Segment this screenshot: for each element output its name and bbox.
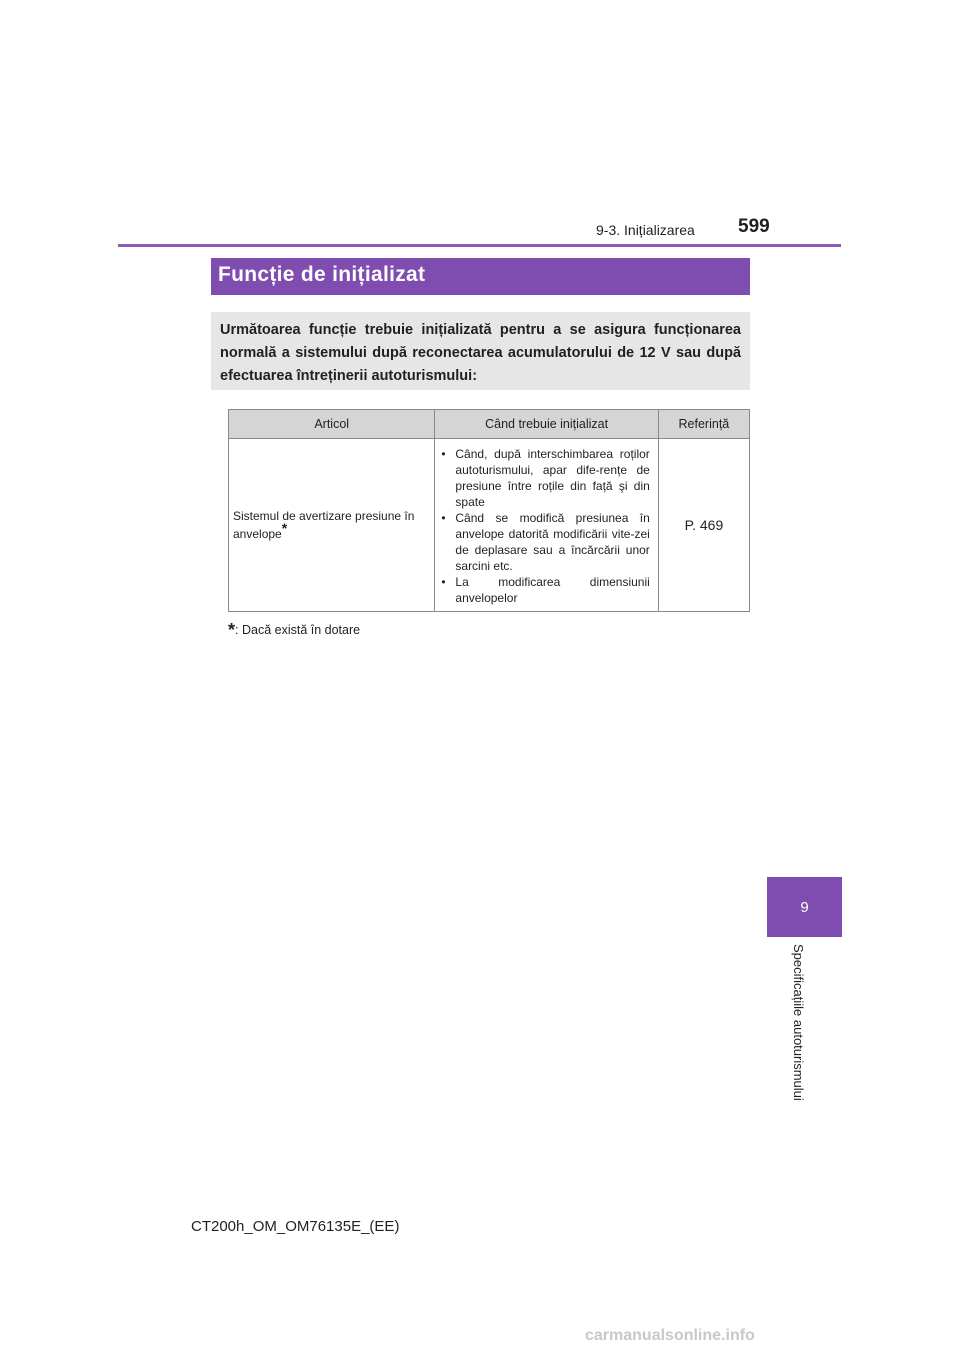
watermark: carmanualsonline.info	[585, 1327, 755, 1344]
table-header-row	[229, 410, 750, 439]
header-divider	[118, 244, 841, 247]
column-header-reference: Referință	[658, 410, 749, 439]
item-name: Sistemul de avertizare presiune în anvelope	[233, 509, 415, 541]
page-number: 599	[738, 216, 770, 237]
footnote	[228, 620, 360, 641]
condition-text: Când, după interschimbarea roților autoturismului, apar dife-rențe de presiune între roțile din față şi din spate	[455, 447, 650, 509]
footnote-star: *	[228, 620, 236, 640]
conditions-cell	[435, 439, 658, 612]
intro-box	[211, 312, 750, 390]
item-cell	[229, 439, 435, 612]
column-header-item: Articol	[229, 410, 435, 439]
chapter-number: 9	[800, 898, 809, 916]
condition-text: La modificarea dimensiunii anvelopelor	[455, 575, 650, 605]
footer-document-code: CT200h_OM_OM76135E_(EE)	[191, 1218, 400, 1235]
bullet-icon: •	[441, 447, 446, 461]
bullet-icon: •	[441, 511, 446, 525]
bullet-icon: •	[441, 575, 446, 589]
list-item	[441, 574, 649, 606]
table-row	[229, 439, 750, 612]
chapter-tab[interactable]	[767, 877, 842, 937]
running-header-title: 9-3. Inițializarea	[596, 222, 695, 238]
list-item	[441, 510, 649, 574]
reference-link[interactable]: P. 469	[684, 517, 724, 533]
reference-cell	[658, 439, 749, 612]
footnote-text: : Dacă există în dotare	[235, 623, 361, 637]
list-item	[441, 446, 649, 510]
initialization-table	[228, 409, 750, 612]
section-title-bar	[211, 258, 750, 295]
intro-text: Următoarea funcție trebuie inițializată pentru a se asigura funcționarea normală a sistemului după reconectarea acumulatorului de 12 V sau după efectuarea întreținerii autoturismului:	[220, 322, 741, 384]
section-title: Funcție de inițializat	[218, 263, 426, 286]
column-header-when: Când trebuie inițializat	[435, 410, 658, 439]
chapter-label: Specificațiile autoturismului	[791, 944, 806, 1101]
condition-text: Când se modifică presiunea în anvelope datorită modificării vite-zei de deplasare sau a încărcării unor sarcini etc.	[455, 511, 650, 573]
conditions-list	[441, 446, 649, 606]
item-footnote-marker: *	[281, 520, 288, 536]
